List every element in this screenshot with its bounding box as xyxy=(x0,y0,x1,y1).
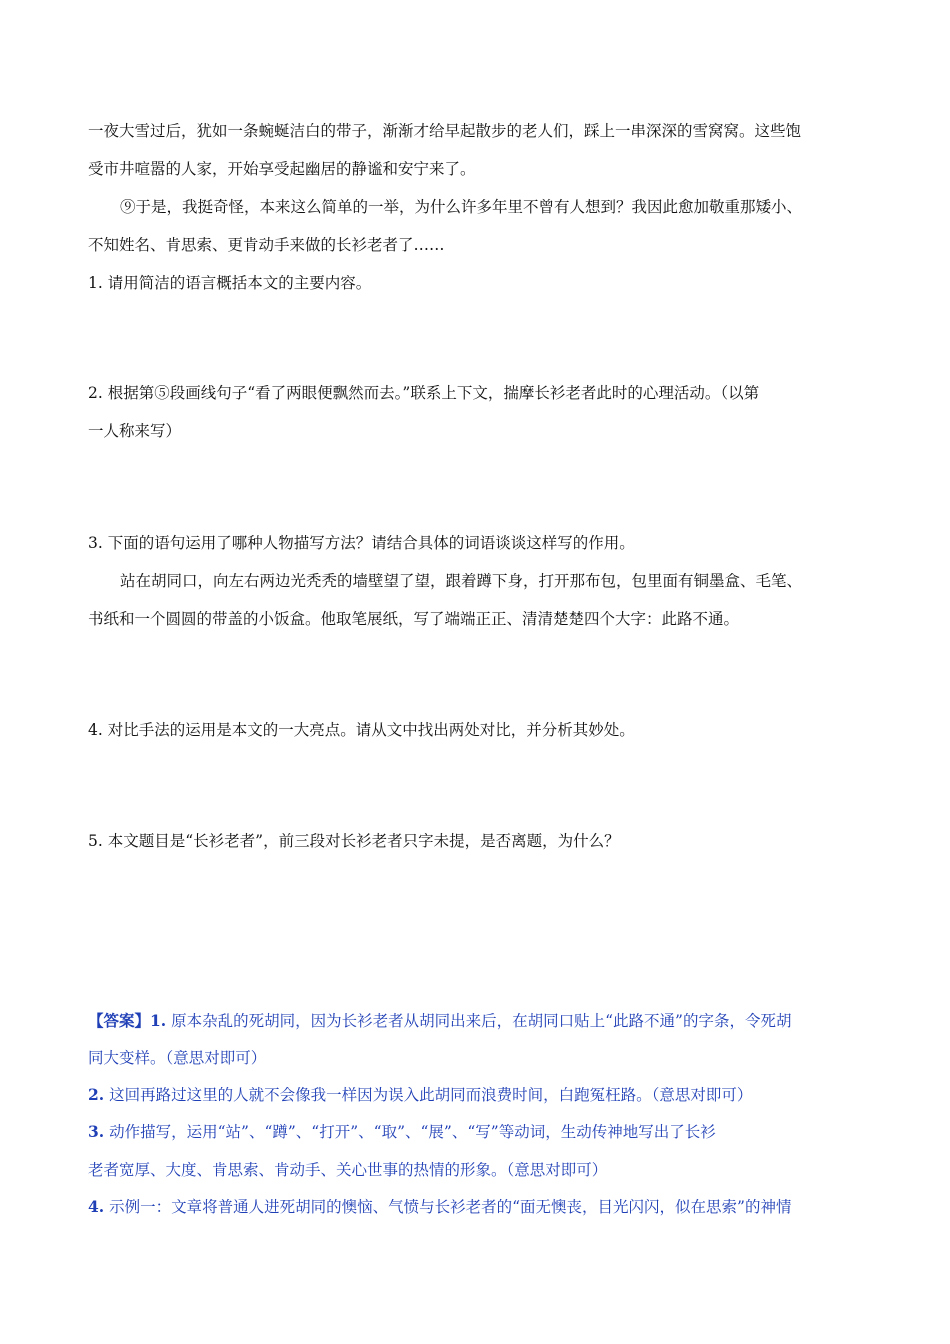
answer-text: 这回再路过这里的人就不会像我一样因为误入此胡同而浪费时间，白跑冤枉路。（意思对即可） xyxy=(104,1086,753,1104)
answer-number: 2. xyxy=(88,1085,105,1104)
answer-text: 动作描写，运用“站”、“蹲”、“打开”、“取”、“展”、“写”等动词，生动传神地写出了长衫 xyxy=(104,1123,716,1141)
answer-number: 4. xyxy=(88,1197,105,1216)
answer-2 xyxy=(88,1084,752,1106)
answer-3-continued: 老者宽厚、大度、肯思索、肯动手、关心世事的热情的形象。（意思对即可） xyxy=(88,1161,608,1179)
answer-label: 【答案】 xyxy=(88,1011,151,1030)
question-1: 1. 请用简洁的语言概括本文的主要内容。 xyxy=(88,274,372,292)
answer-3 xyxy=(88,1121,716,1143)
answer-text: 示例一：文章将普通人进死胡同的懊恼、气愤与长衫老者的“面无懊丧，目光闪闪，似在思索”的神情 xyxy=(104,1198,792,1216)
question-3-quote: 站在胡同口，向左右两边光秃秃的墙壁望了望，跟着蹲下身，打开那布包，包里面有铜墨盒、毛笔、 xyxy=(120,572,803,590)
question-5: 5. 本文题目是“长衫老者”，前三段对长衫老者只字未提，是否离题，为什么？ xyxy=(88,832,620,850)
question-3-quote-continued: 书纸和一个圆圆的带盖的小饭盒。他取笔展纸，写了端端正正、清清楚楚四个大字：此路不通。 xyxy=(88,610,740,628)
question-2: 2. 根据第⑤段画线句子“看了两眼便飘然而去。”联系上下文，揣摩长衫老者此时的心理活动。（以第 xyxy=(88,384,760,402)
answer-1 xyxy=(88,1010,791,1032)
answer-4 xyxy=(88,1196,791,1218)
answer-text: 原本杂乱的死胡同，因为长衫老者从胡同出来后，在胡同口贴上“此路不通”的字条，令死胡 xyxy=(166,1012,792,1030)
passage-line: 一夜大雪过后，犹如一条蜿蜒洁白的带子，渐渐才给早起散步的老人们，踩上一串深深的雪窝窝。这些饱 xyxy=(88,122,802,140)
question-3: 3. 下面的语句运用了哪种人物描写方法？请结合具体的词语谈谈这样写的作用。 xyxy=(88,534,635,552)
answer-1-continued: 同大变样。（意思对即可） xyxy=(88,1049,267,1067)
passage-paragraph-9: ⑨于是，我挺奇怪，本来这么简单的一举，为什么许多年里不曾有人想到？我因此愈加敬重那矮小、 xyxy=(120,198,803,216)
question-2-continued: 一人称来写） xyxy=(88,422,182,440)
passage-line: 不知姓名、肯思索、更肯动手来做的长衫老者了…… xyxy=(88,236,445,254)
passage-line: 受市井喧嚣的人家，开始享受起幽居的静谧和安宁来了。 xyxy=(88,160,476,178)
question-4: 4. 对比手法的运用是本文的一大亮点。请从文中找出两处对比，并分析其妙处。 xyxy=(88,721,635,739)
answer-number: 1. xyxy=(150,1011,167,1030)
answer-number: 3. xyxy=(88,1122,105,1141)
